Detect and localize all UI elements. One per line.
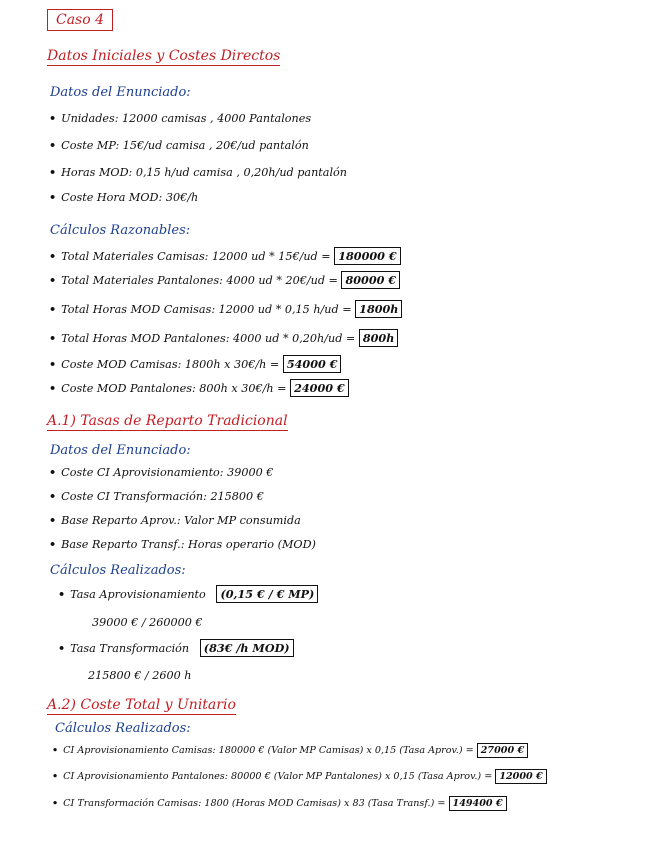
list-item: • Horas MOD: 0,15 h/ud camisa , 0,20h/ud pantalón	[49, 165, 347, 179]
list-item: • Coste MOD Camisas: 1800h x 30€/h = 54000 €	[49, 357, 341, 371]
list-item: • Unidades: 12000 camisas , 4000 Pantalones	[49, 111, 312, 125]
result-box: 149400 €	[449, 796, 507, 811]
list-item: • Total Materiales Pantalones: 4000 ud * 20€/ud = 80000 €	[49, 273, 400, 287]
list-item: • Base Reparto Transf.: Horas operario (MOD)	[49, 537, 316, 551]
calculation-text: 39000 € / 260000 €	[92, 616, 203, 629]
result-box: 80000 €	[341, 271, 400, 289]
result-box: 24000 €	[290, 379, 349, 397]
list-item: • CI Transformación Camisas: 1800 (Horas MOD Camisas) x 83 (Tasa Transf.) = 149400 €	[52, 798, 507, 809]
list-item: • Total Materiales Camisas: 12000 ud * 15€/ud = 180000 €	[49, 249, 401, 263]
list-item: • Tasa Aprovisionamiento (0,15 € / € MP)	[58, 587, 318, 601]
list-item: • Tasa Transformación (83€ /h MOD)	[58, 641, 294, 655]
result-box: 54000 €	[283, 355, 342, 373]
section3-calculos-heading: Cálculos Realizados:	[55, 721, 191, 736]
section2-heading: A.1) Tasas de Reparto Tradicional	[47, 413, 288, 429]
list-item: • Coste Hora MOD: 30€/h	[49, 190, 199, 204]
list-item: • Total Horas MOD Camisas: 12000 ud * 0,15 h/ud = 1800h	[49, 302, 402, 316]
result-box: 800h	[359, 329, 399, 347]
section1-calculos-heading: Cálculos Razonables:	[50, 223, 191, 238]
list-item: • Coste CI Aprovisionamiento: 39000 €	[49, 465, 274, 479]
calculation-text: 215800 € / 2600 h	[88, 669, 192, 682]
list-item: • Total Horas MOD Pantalones: 4000 ud * 0,20h/ud = 800h	[49, 331, 398, 345]
result-box: 180000 €	[334, 247, 400, 265]
section2-calculos-heading: Cálculos Realizados:	[50, 563, 186, 578]
list-item: • CI Aprovisionamiento Camisas: 180000 € (Valor MP Camisas) x 0,15 (Tasa Aprov.) = 27000 €	[52, 745, 528, 756]
list-item: • Coste CI Transformación: 215800 €	[49, 489, 264, 503]
section3-heading: A.2) Coste Total y Unitario	[47, 697, 236, 713]
result-box: (83€ /h MOD)	[200, 639, 294, 657]
page-title: Caso 4	[47, 9, 113, 31]
section1-heading: Datos Iniciales y Costes Directos	[47, 48, 281, 64]
result-box: 27000 €	[477, 743, 528, 758]
section2-enunciado-heading: Datos del Enunciado:	[50, 443, 191, 458]
list-item: • Coste MP: 15€/ud camisa , 20€/ud pantalón	[49, 138, 309, 152]
result-box: 12000 €	[495, 769, 546, 784]
list-item: • CI Aprovisionamiento Pantalones: 80000 € (Valor MP Pantalones) x 0,15 (Tasa Aprov.) = 12000 €	[52, 771, 547, 782]
result-box: (0,15 € / € MP)	[216, 585, 318, 603]
result-box: 1800h	[355, 300, 402, 318]
list-item: • Base Reparto Aprov.: Valor MP consumida	[49, 513, 301, 527]
list-item: • Coste MOD Pantalones: 800h x 30€/h = 24000 €	[49, 381, 349, 395]
section1-enunciado-heading: Datos del Enunciado:	[50, 85, 191, 100]
